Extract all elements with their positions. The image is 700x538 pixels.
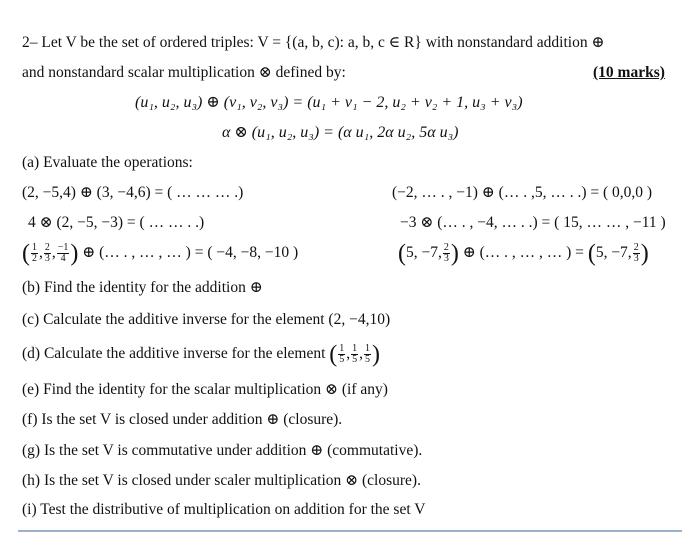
part-a-left-1: (2, −5,4) ⊕ (3, −4,6) = ( … … … .) <box>22 184 244 201</box>
question-e: (e) Find the identity for the scalar multiplication ⊗ (if any) <box>22 381 388 398</box>
fraction: $\frac{2}{3}$ <box>44 242 50 264</box>
part-a-left-2: 4 ⊗ (2, −5, −3) = ( … … . .) <box>28 214 205 231</box>
part-a-left-3: ( $\frac{1}{2}$ , $\frac{2}{3}$ , $\frac{-1}{4}$ ) ⊕ (… . , … , … ) = ( −4, −8, −10 ) <box>22 240 299 267</box>
fraction: $\frac{2}{3}$ <box>443 242 449 264</box>
marks-label: (10 marks) <box>593 64 665 81</box>
question-f: (f) Is the set V is closed under addition ⊕ (closure). <box>22 411 343 428</box>
fraction: $\frac{-1}{4}$ <box>57 242 69 264</box>
part-a-right-3: (5, −7, $\frac{2}{3}$ ) ⊕ (… . , … , … ) = (5, −7, $\frac{2}{3}$ ) <box>398 240 649 267</box>
part-a-right-1: (−2, … . , −1) ⊕ (… . ,5, … . .) = ( 0,0,0 ) <box>392 184 653 201</box>
question-d: (d) Calculate the additive inverse for the element ( $\frac{1}{5}$ , $\frac{1}{5}$ , $\frac{1}{5}$ ) <box>22 341 381 368</box>
part-a-label: (a) Evaluate the operations: <box>22 154 193 171</box>
fraction: $\frac{1}{5}$ <box>339 343 345 365</box>
addition-definition: (u₁, u₂, u₃) ⊕ (v₁, v₂, v₃) = (u₁ + v₁ − 2, u₂ + v₂ + 1, u₃ + v₃) <box>135 94 523 111</box>
fraction: $\frac{2}{3}$ <box>633 242 639 264</box>
scalar-definition: α ⊗ (u₁, u₂, u₃) = (α u₁, 2α u₂, 5α u₃) <box>222 124 459 141</box>
bottom-divider <box>18 530 682 532</box>
question-i: (i) Test the distributive of multiplication on addition for the set V <box>22 501 426 518</box>
fraction: $\frac{1}{5}$ <box>352 343 358 365</box>
part-a-right-2: −3 ⊗ (… . , −4, … . .) = ( 15, … … , −11 ) <box>400 214 666 231</box>
fraction: $\frac{1}{2}$ <box>32 242 37 264</box>
question-c: (c) Calculate the additive inverse for the element (2, −4,10) <box>22 311 391 328</box>
problem-intro-line2: and nonstandard scalar multiplication ⊗ defined by: <box>22 64 346 81</box>
question-b: (b) Find the identity for the addition ⊕ <box>22 279 263 296</box>
fraction: $\frac{1}{5}$ <box>365 343 371 365</box>
question-g: (g) Is the set V is commutative under addition ⊕ (commutative). <box>22 442 423 459</box>
question-h: (h) Is the set V is closed under scaler multiplication ⊗ (closure). <box>22 472 421 489</box>
problem-intro-line1: 2– Let V be the set of ordered triples: V = {(a, b, c): a, b, c ∈ R} with nonstandard addition ⊕ <box>22 34 605 51</box>
